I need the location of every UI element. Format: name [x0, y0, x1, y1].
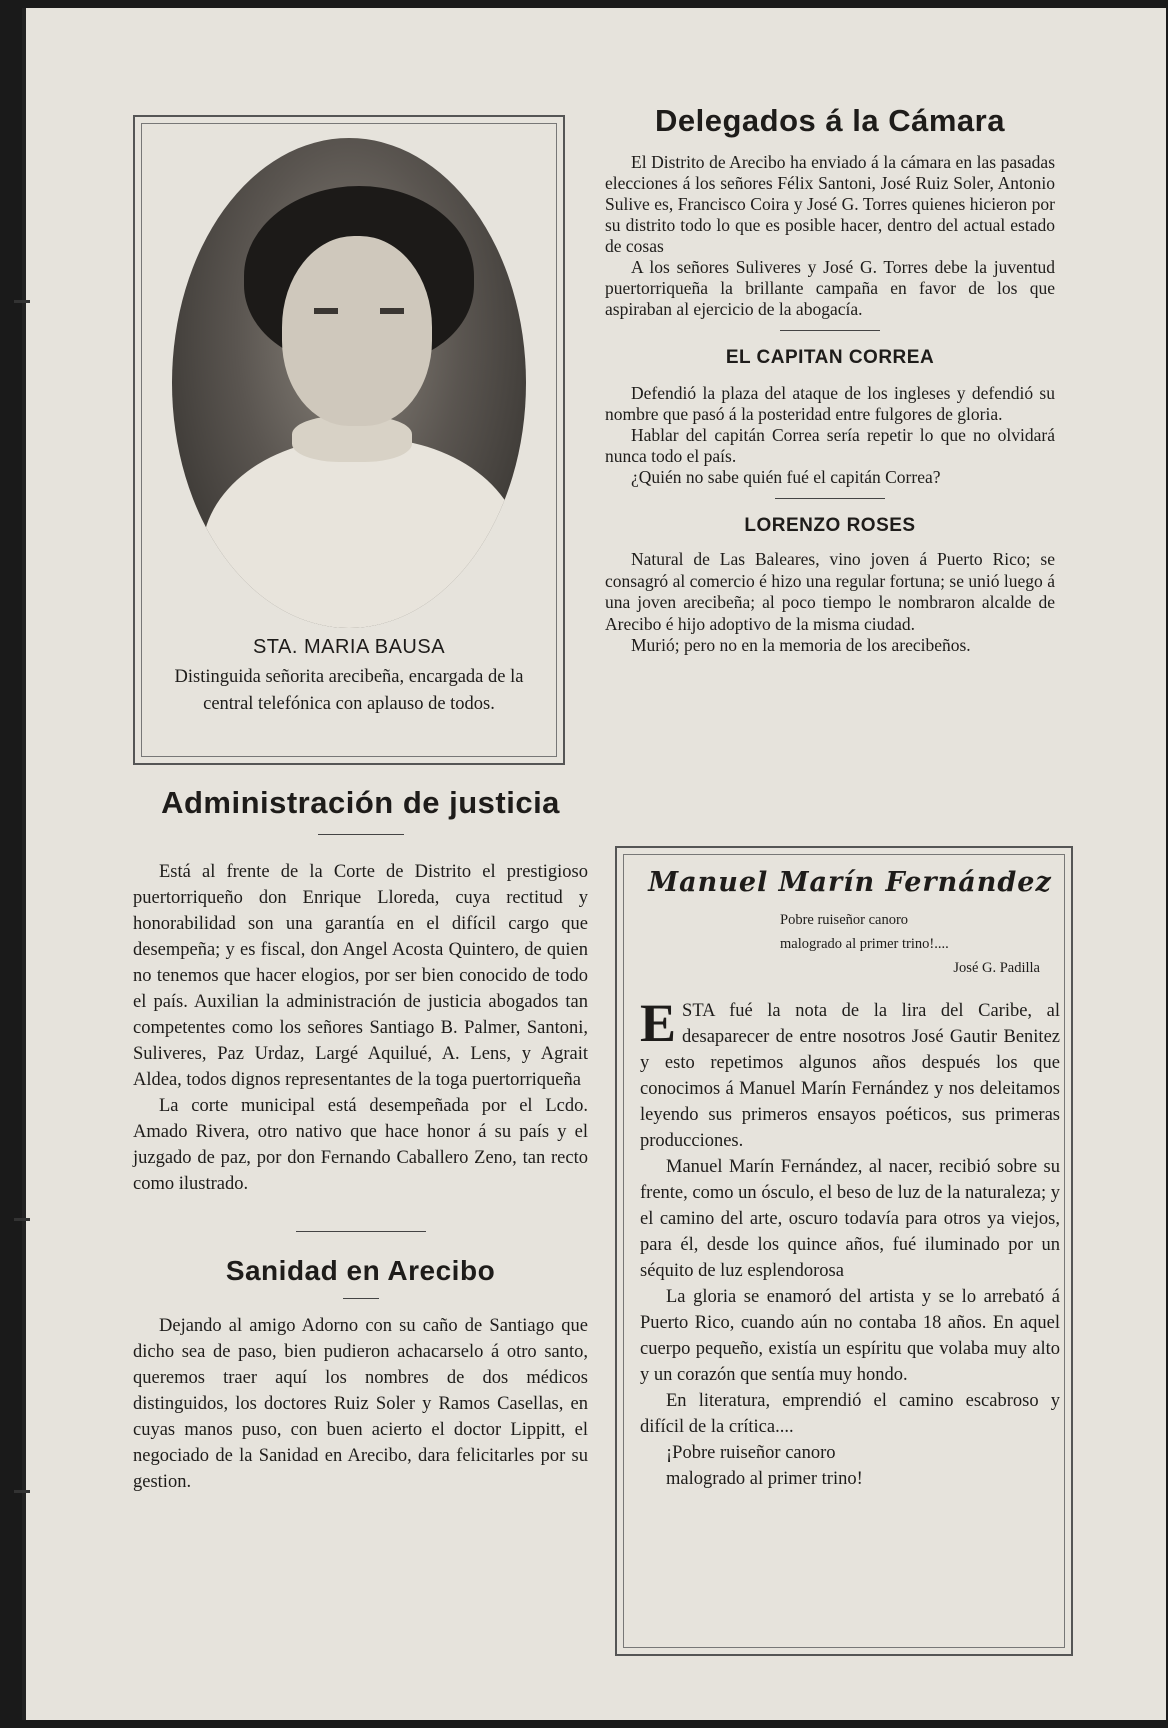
justicia-title: Administración de justicia	[161, 785, 560, 820]
binding-edge	[22, 8, 26, 1720]
marin-paragraph: Manuel Marín Fernández, al nacer, recibió sobre su frente, como un ósculo, el beso de luz de la naturaleza; y el camino del arte, oscuro todavía para otros ya viejos, para él, desde los quince años, fué iluminado por un séquito de luz esplendorosa	[640, 1157, 1060, 1281]
justicia-paragraph: Está al frente de la Corte de Distrito el prestigioso puertorriqueño don Enrique Lloreda, cuya rectitud y honorabilidad son una garantía en el difícil cargo que desempeña; y es fiscal, don Angel Acosta Quintero, de quien no tenemos que hacer elogios, por ser bien conocido de todo el país. Auxilian la administración de justicia abogados tan competentes como los señores Santiago B. Palmer, Santoni, Suliveres, Paz Urdaz, Largé Aquilué, A. Lens, y Agrait Aldea, todos dignos representantes de la toga puertorriqueña	[133, 862, 588, 1090]
photo-face	[282, 236, 432, 426]
delegados-title: Delegados á la Cámara	[655, 103, 1005, 138]
section-rule	[775, 498, 885, 499]
epigraph-line: Pobre ruiseñor canoro	[780, 912, 909, 928]
marin-paragraph-text: STA fué la nota de la lira del Caribe, al desaparecer de entre nosotros José Gautir Benitez y esto repetimos algunos años después los que conocimos á Manuel Marín Fernández y nos deleitamos leyendo sus primeros ensayos poéticos, sus primeras producciones.	[640, 1001, 1060, 1151]
marin-epigraph	[780, 908, 1060, 980]
section-rule	[296, 1231, 426, 1232]
lorenzo-title: LORENZO ROSES	[744, 515, 916, 536]
justicia-paragraph: La corte municipal está desempeñada por el Lcdo. Amado Rivera, otro nativo que hace honor á su país y el juzgado de paz, por don Fernando Caballero Zeno, tan recto como ilustrado.	[133, 1096, 588, 1194]
epigraph-line: malogrado al primer trino!....	[780, 936, 949, 952]
section-rule	[780, 330, 880, 331]
portrait-inner-frame	[141, 123, 557, 757]
capitan-paragraph: Defendió la plaza del ataque de los ingleses y defendió su nombre que pasó á la posteridad entre fulgores de gloria.	[605, 383, 1055, 424]
marin-article	[640, 867, 1060, 1492]
portrait-frame	[133, 115, 565, 765]
photo-eyes	[314, 308, 404, 314]
portrait-name: STA. MARIA BAUSA	[252, 636, 446, 658]
left-column	[133, 785, 588, 1495]
section-rule	[343, 1298, 379, 1299]
delegados-paragraph: El Distrito de Arecibo ha enviado á la cámara en las pasadas elecciones á los señores Félix Santoni, José Ruiz Soler, Antonio Sulive es, Francisco Coira y José G. Torres quienes hicieron por su distrito todo lo que es posible hacer, dentro del actual estado de cosas	[605, 152, 1055, 256]
capitan-paragraph: ¿Quién no sabe quién fué el capitán Correa?	[631, 467, 941, 487]
section-rule	[318, 834, 404, 835]
capitan-paragraph: Hablar del capitán Correa sería repetir lo que no olvidará nunca todo el país.	[605, 425, 1055, 466]
epigraph-author: José G. Padilla	[953, 960, 1040, 976]
closing-line: ¡Pobre ruiseñor canoro	[666, 1443, 836, 1463]
portrait-photo	[172, 138, 526, 628]
drop-cap: E	[640, 993, 677, 1053]
binding-mark	[14, 1218, 30, 1221]
sanidad-paragraph: Dejando al amigo Adorno con su caño de Santiago que dicho sea de paso, bien pudieron achacarselo á otro santo, queremos traer aquí los nombres de dos médicos distinguidos, los doctores Ruiz Soler y Ramos Casellas, en cuyas manos puso, con buen acierto el doctor Lippitt, el negociado de la Sanidad en Arecibo, dara felicitarles por su gestion.	[133, 1316, 588, 1492]
sanidad-title: Sanidad en Arecibo	[225, 1255, 496, 1286]
marin-paragraph: En literatura, emprendió el camino escabroso y difícil de la crítica....	[640, 1391, 1060, 1437]
closing-line: malogrado al primer trino!	[666, 1469, 863, 1489]
photo-dress	[202, 438, 522, 628]
portrait-caption: Distinguida señorita arecibeña, encargada de la central telefónica con aplauso de todos.	[174, 667, 524, 714]
capitan-title: EL CAPITAN CORREA	[725, 347, 935, 368]
marin-paragraph: La gloria se enamoró del artista y se lo arrebató á Puerto Rico, cuando aún no contaba 18 años. En aquel cuerpo pequeño, existía un espíritu que volaba muy alto y un corazón que sentía muy hondo.	[640, 1287, 1060, 1385]
marin-paragraph-first	[640, 993, 1060, 1154]
binding-mark	[14, 300, 30, 303]
right-column-top	[605, 103, 1055, 657]
lorenzo-paragraph: Murió; pero no en la memoria de los arecibeños.	[631, 635, 971, 655]
binding-mark	[14, 1490, 30, 1493]
marin-title: Manuel Marín Fernández	[648, 867, 1052, 898]
lorenzo-paragraph: Natural de Las Baleares, vino joven á Puerto Rico; se consagró al comercio é hizo una regular fortuna; se unió luego á una joven arecibeña; al poco tiempo le nombraron alcalde de Arecibo é hijo adoptivo de la misma ciudad.	[605, 549, 1055, 634]
delegados-paragraph: A los señores Suliveres y José G. Torres debe la juventud puertorriqueña la brillante campaña en favor de los que aspiraban al ejercicio de la abogacía.	[605, 257, 1055, 319]
